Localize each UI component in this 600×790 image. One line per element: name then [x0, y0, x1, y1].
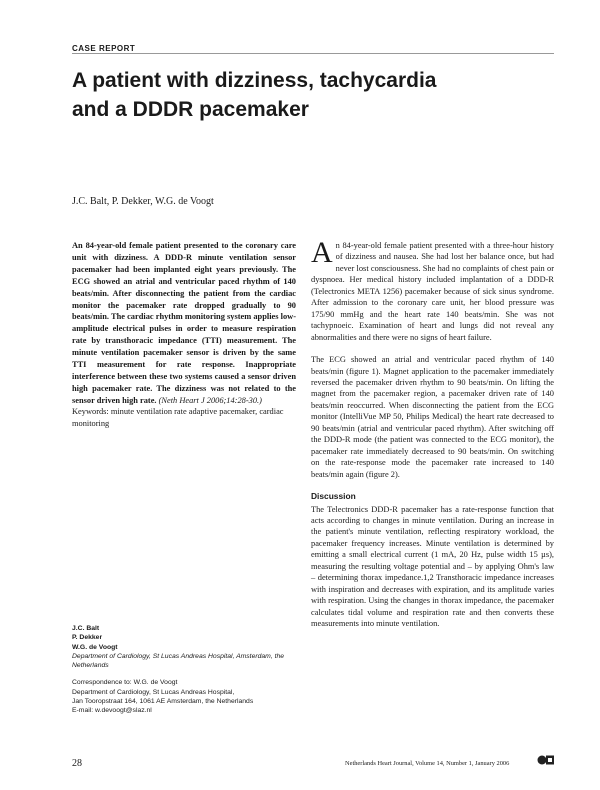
keywords: Keywords: minute ventilation rate adaptive pacemaker, cardiac monitoring: [72, 407, 284, 428]
abstract-citation: (Neth Heart J 2006;14:28-30.): [158, 395, 262, 405]
author-name-3: W.G. de Voogt: [72, 643, 118, 651]
body-column: [311, 236, 554, 641]
body-paragraph-2: The ECG showed an atrial and ventricular paced rhythm of 140 beats/min (figure 1). Magnet application to the pacemaker immediately reversed the pacemaker driven rhythm to 90 beats/min. On lifting the magnet from the pacemaker region, a pacemaker driven rate of 140 beats/min reoccurred. When disconnecting the patient from the ECG monitor (IntelliVue MP 50, Philips Medical) the heart rate decreased to 90 beats/min (atrial and ventricular paced rhythm). After switching off the DDD-R mode (the patient was connected to the ECG monitor), the pacemaker rate immediately decreased to 90 beats/min. On switching on the rate-response mode the pacemaker rate increased to 140 beats/min again (figure 2).: [311, 355, 554, 479]
author-department: Department of Cardiology, St Lucas Andreas Hospital, Amsterdam, the Netherlands: [72, 652, 285, 670]
discussion-heading: Discussion: [311, 491, 356, 502]
drop-cap: A: [311, 236, 333, 269]
page-number: 28: [72, 758, 82, 769]
correspondence-email[interactable]: E-mail: w.devoogt@slaz.nl: [72, 707, 152, 715]
author-name-1: J.C. Balt: [72, 625, 100, 632]
body-paragraph-1: An 84-year-old female patient presented with a three-hour history of dizziness and nausea. She had lost her balance once, but had never lost consciousness. She had no complaints of chest pain or dyspnoea. Her medical history included implantation of a DDD-R (Telectronics META 1256) pacemaker because of sick sinus syndrome. After admission to the coronary care unit, her blood pressure was 175/90 mmHg and the heart rate 140 beats/min. She was not tachypnoeic. Examination of heart and lungs did not reveal any abnormalities and there were no signs of heart failure.: [311, 236, 554, 342]
body-paragraph-3: The Telectronics DDD-R pacemaker has a rate-response function that acts according to changes in minute ventilation. During an increase in the patient's minute ventilation, reflecting respiratory workload, the pacemaker frequency increases. Minute ventilation is determined by emitting a small electrical current (1 mA, 20 Hz, pulse width 15 µs), measuring the resulting voltage potential and – by applying Ohm's law – determining thorax impedance.1,2 Transthoracic impedance increases with inspiration and decreases with expiration, and its amplitude varies with respiration. Using the changes in thorax impedance, the pacemaker calculates tidal volume and respiration rate and then converts these measurements into minute ventilation.: [311, 504, 554, 629]
correspondence-line-1: Department of Cardiology, St Lucas Andreas Hospital,: [72, 688, 235, 696]
author-name-2: P. Dekker: [72, 634, 103, 642]
author-list: J.C. Balt, P. Dekker, W.G. de Voogt: [72, 196, 214, 207]
title-line-1: A patient with dizziness, tachycardia: [72, 69, 437, 92]
article-title: [72, 66, 542, 124]
section-label: CASE REPORT: [72, 44, 136, 53]
journal-logo-icon: [537, 753, 555, 767]
correspondence-label: Correspondence to: W.G. de Voogt: [72, 679, 178, 687]
title-line-2: and a DDDR pacemaker: [72, 98, 309, 121]
header-rule: [72, 53, 554, 54]
correspondence-line-2: Jan Tooropstraat 164, 1061 AE Amsterdam, the Netherlands: [72, 698, 254, 706]
journal-footer: Netherlands Heart Journal, Volume 14, Number 1, January 2006: [345, 760, 510, 767]
abstract-text: An 84-year-old female patient presented to the coronary care unit with dizziness. A DDD-R minute ventilation sensor pacemaker had been implanted eight years previously. The ECG showed an atrial and ventricular paced rhythm of 140 beats/min. After disconnecting the patient from the cardiac monitor the pacemaker rate dropped gradually to 90 beats/min. The cardiac rhythm monitoring system applies low-amplitude electrical pulses in order to measure respiration rate by transthoracic impedance (TTI) measurement. The minute ventilation pacemaker sensor is driven by the same TTI measurement for rate response. Inappropriate interference between these two systems caused a sensor driven high pacemaker rate. The dizziness was not related to the sensor driven high rate.: [72, 241, 296, 405]
abstract: [72, 240, 296, 407]
author-info: [72, 624, 296, 716]
